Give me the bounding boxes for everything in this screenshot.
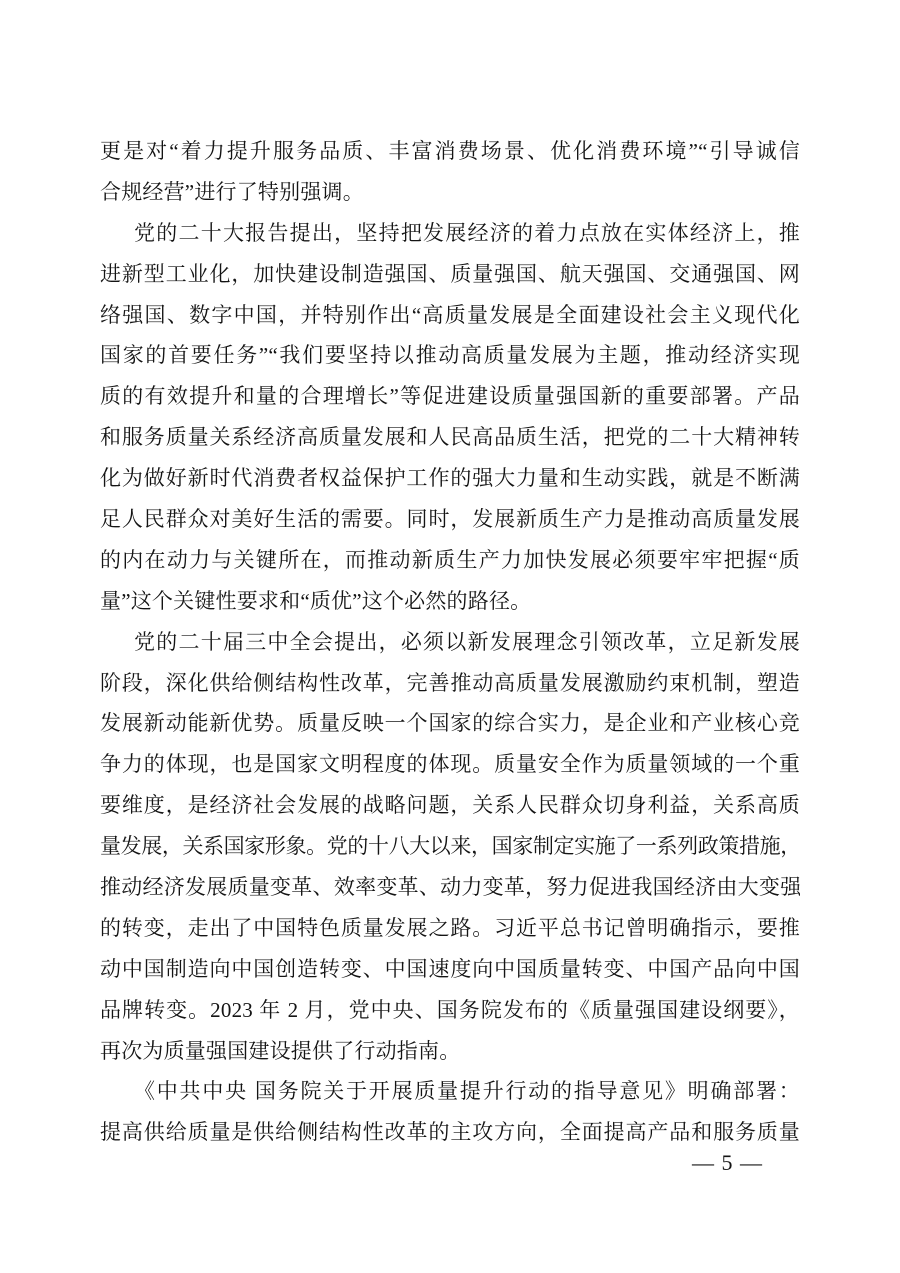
- text-line: 《中共中央 国务院关于开展质量提升行动的指导意见》明确部署：: [134, 1079, 800, 1104]
- text-line: 进新型工业化，加快建设制造强国、质量强国、航天强国、交通强国、网: [100, 261, 800, 286]
- text-line: 品牌转变。2023 年 2 月，党中央、国务院发布的《质量强国建设纲要》，: [100, 997, 800, 1022]
- document-body: [100, 131, 800, 1153]
- text-line: 推动经济发展质量变革、效率变革、动力变革，努力促进我国经济由大变强: [100, 875, 800, 900]
- page-number: — 5 —: [692, 1150, 763, 1175]
- text-line: 络强国、数字中国，并特别作出“高质量发展是全面建设社会主义现代化: [100, 302, 800, 327]
- text-line: 和服务质量关系经济高质量发展和人民高品质生活，把党的二十大精神转: [100, 425, 800, 450]
- text-line: 发展新动能新优势。质量反映一个国家的综合实力，是企业和产业核心竞: [100, 711, 800, 736]
- text-line: 党的二十大报告提出，坚持把发展经济的着力点放在实体经济上，推: [134, 220, 800, 245]
- text-line: 动中国制造向中国创造转变、中国速度向中国质量转变、中国产品向中国: [100, 956, 800, 981]
- text-line: 党的二十届三中全会提出，必须以新发展理念引领改革，立足新发展: [134, 629, 800, 654]
- text-line: 提高供给质量是供给侧结构性改革的主攻方向，全面提高产品和服务质量: [100, 1120, 800, 1145]
- text-line: 要维度，是经济社会发展的战略问题，关系人民群众切身利益，关系高质: [100, 793, 800, 818]
- text-line: 量”这个关键性要求和“质优”这个必然的路径。: [100, 588, 532, 613]
- text-line: 的内在动力与关键所在，而推动新质生产力加快发展必须要牢牢把握“质: [100, 547, 800, 572]
- text-line: 的转变，走出了中国特色质量发展之路。习近平总书记曾明确指示，要推: [100, 915, 800, 940]
- text-line: 更是对“着力提升服务品质、丰富消费场景、优化消费环境”“引导诚信: [100, 139, 800, 163]
- text-line: 合规经营”进行了特别强调。: [100, 179, 364, 204]
- text-line: 争力的体现，也是国家文明程度的体现。质量安全作为质量领域的一个重: [100, 752, 800, 777]
- text-line: 再次为质量强国建设提供了行动指南。: [100, 1038, 461, 1063]
- text-line: 阶段，深化供给侧结构性改革，完善推动高质量发展激励约束机制，塑造: [100, 670, 800, 695]
- text-line: 足人民群众对美好生活的需要。同时，发展新质生产力是推动高质量发展: [100, 507, 800, 532]
- text-line: 化为做好新时代消费者权益保护工作的强大力量和生动实践，就是不断满: [100, 466, 800, 491]
- text-line: 量发展，关系国家形象。党的十八大以来，国家制定实施了一系列政策措施，: [100, 834, 800, 859]
- text-line: 质的有效提升和量的合理增长”等促进建设质量强国新的重要部署。产品: [100, 384, 800, 409]
- text-line: 国家的首要任务”“我们要坚持以推动高质量发展为主题，推动经济实现: [100, 343, 800, 368]
